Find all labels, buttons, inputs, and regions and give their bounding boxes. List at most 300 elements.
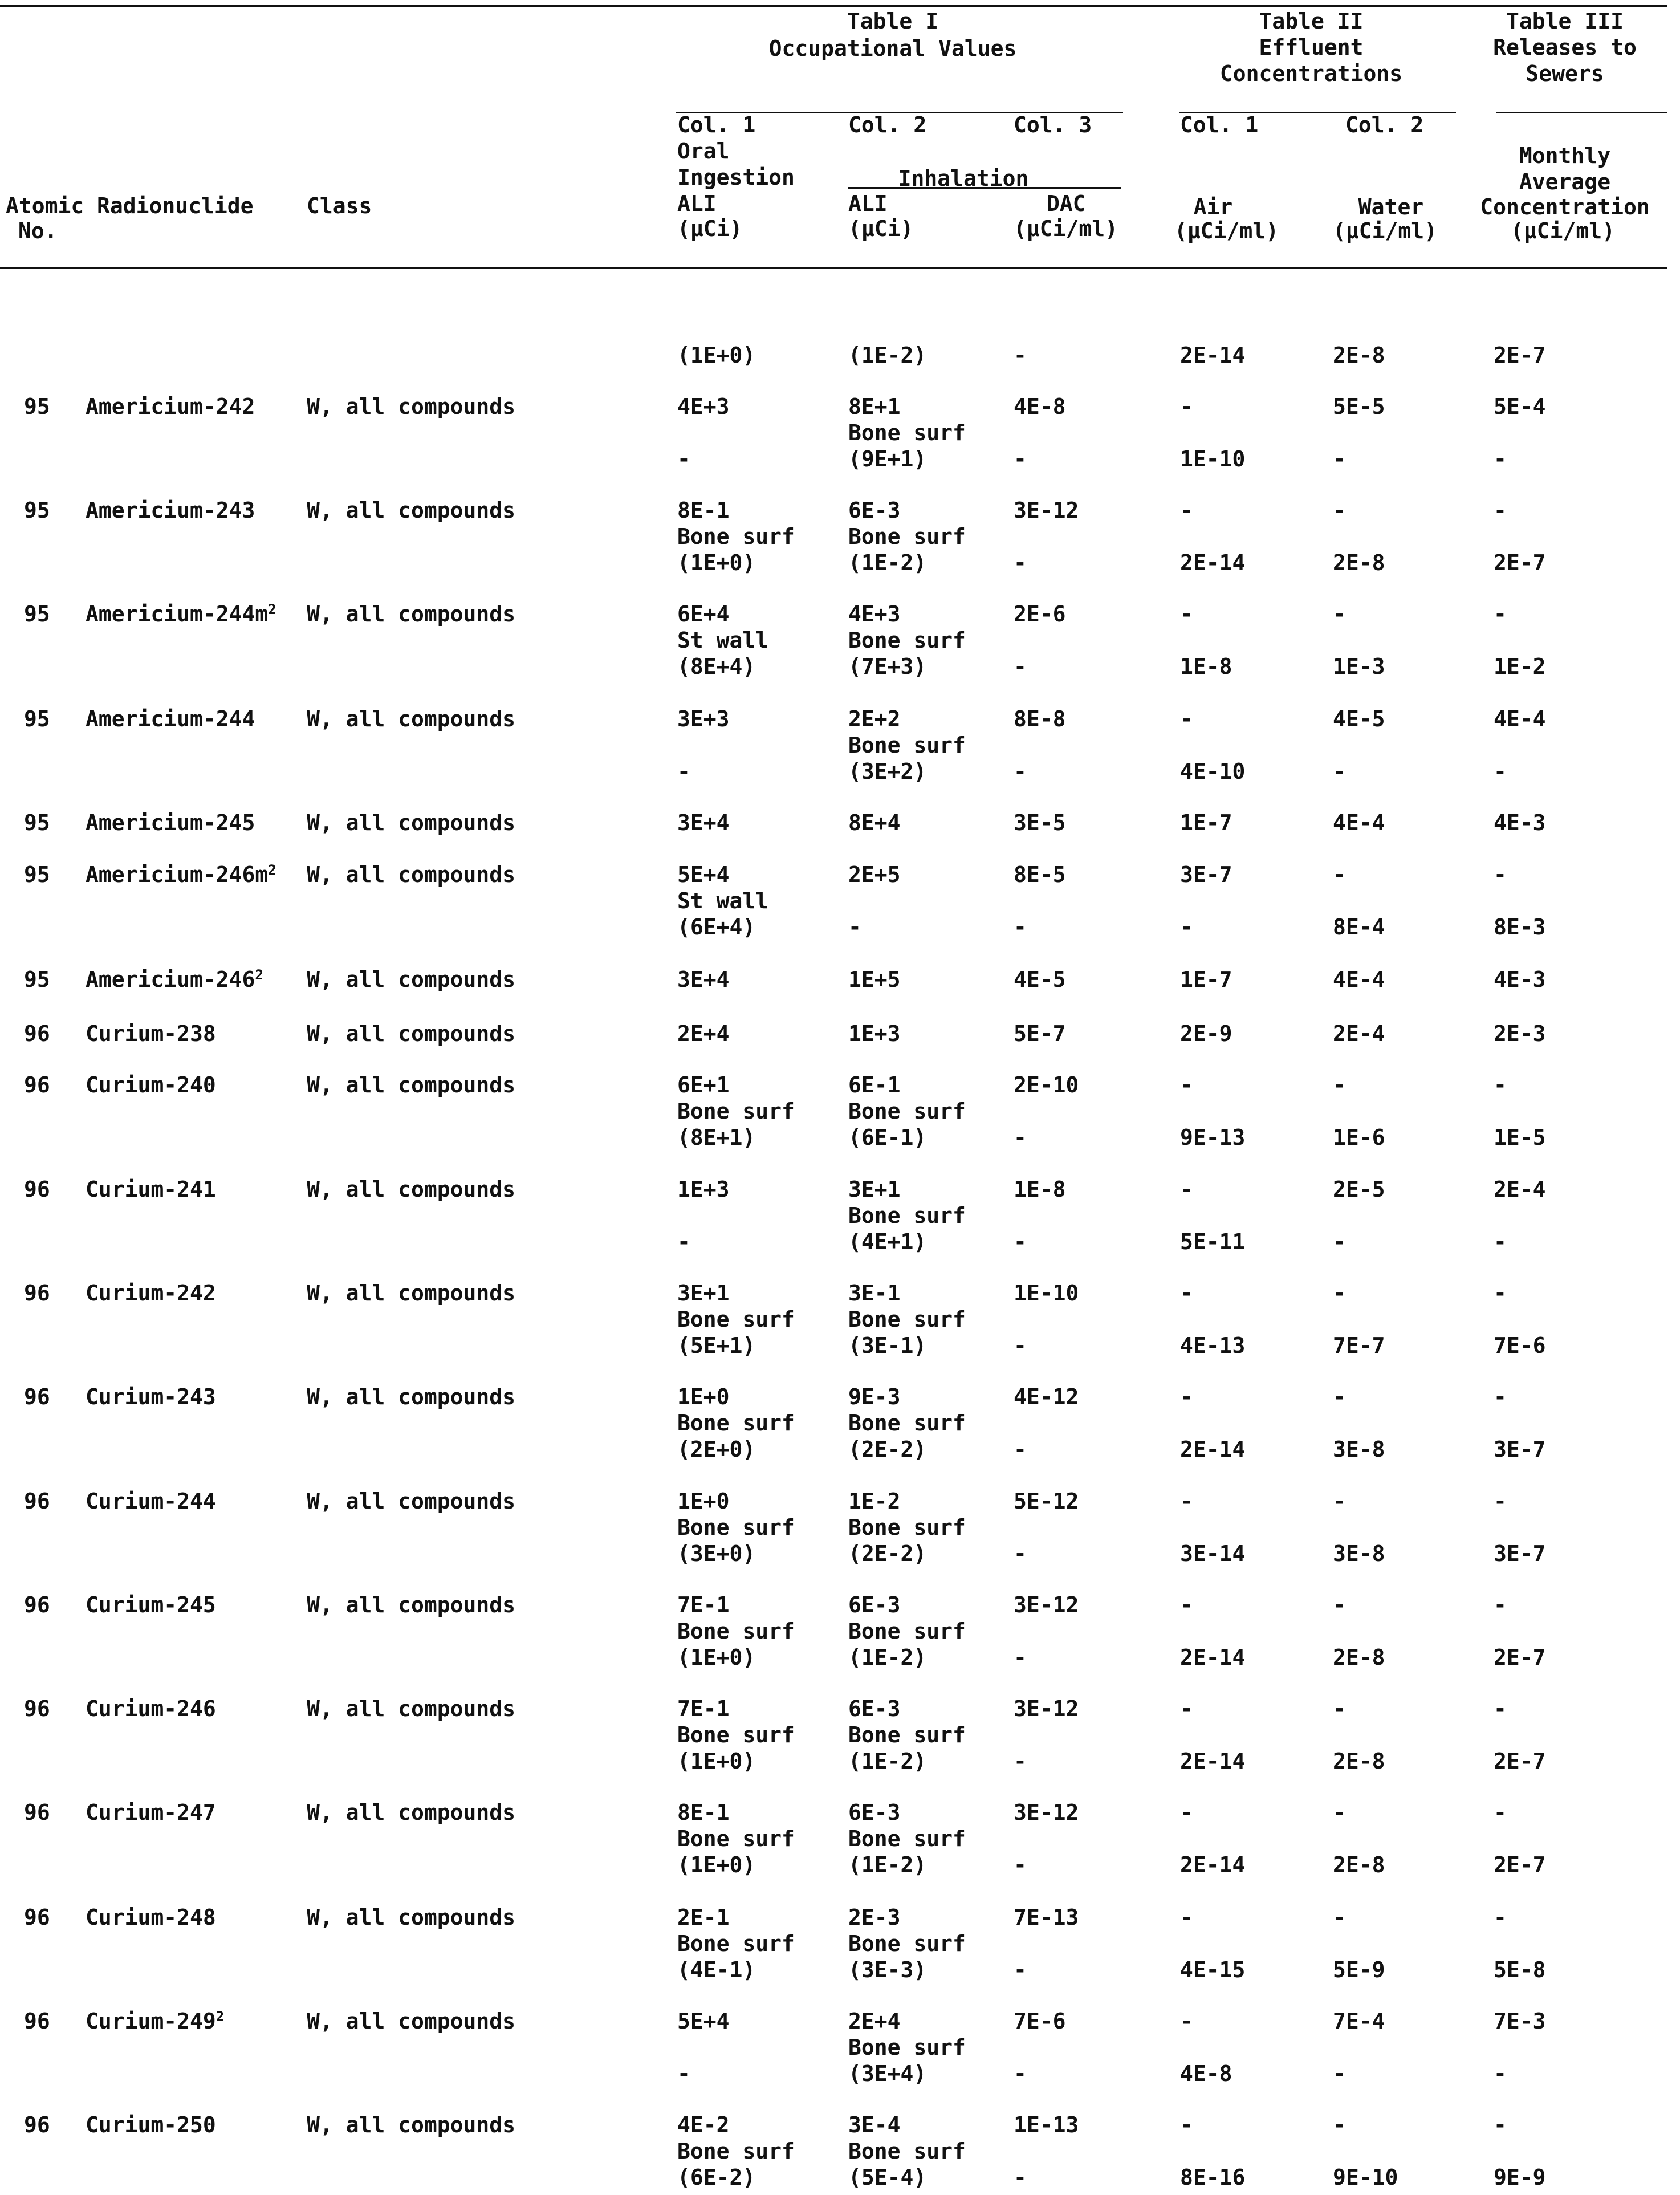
cell-inhal-ali: Bone surf [848, 1307, 966, 1332]
cell-inhal-ali: Bone surf [848, 1826, 966, 1851]
cell-inhal-ali: 2E-3 [848, 1905, 901, 1930]
atomic-number: 95 [24, 394, 50, 419]
cell-water: 7E-7 [1333, 1333, 1385, 1358]
footnote-marker: 2 [268, 862, 276, 878]
cell-water: 4E-4 [1333, 967, 1385, 992]
cell-inhal-ali: 1E+5 [848, 967, 901, 992]
cell-water: 3E-8 [1333, 1437, 1385, 1462]
class-value: W, all compounds [307, 1072, 516, 1098]
cell-oral-ali: 3E+1 [677, 1281, 730, 1306]
cell-air: 1E-7 [1180, 967, 1232, 992]
cell-oral-ali: - [677, 446, 690, 471]
cell-air: 2E-9 [1180, 1021, 1232, 1046]
cell-oral-ali: 6E+4 [677, 601, 730, 627]
cell-sewer: 2E-4 [1494, 1177, 1546, 1202]
t1-col3-unit: (µCi/ml) [1014, 216, 1118, 241]
cell-inhal-ali: Bone surf [848, 1411, 966, 1436]
cell-dac: 2E-10 [1014, 1072, 1079, 1098]
class-header: Class [307, 193, 372, 218]
atomic-number: 96 [24, 1489, 50, 1514]
radionuclide-name: Curium-246 [86, 1696, 216, 1721]
cell-oral-ali: 1E+0 [677, 1489, 730, 1514]
cell-oral-ali: 3E+4 [677, 967, 730, 992]
radionuclide-name: Americium-242 [86, 394, 255, 419]
cell-dac: 7E-6 [1014, 2009, 1066, 2034]
cell-dac: - [1014, 550, 1027, 575]
cell-inhal-ali: 4E+3 [848, 601, 901, 627]
cell-inhal-ali: 2E+4 [848, 2009, 901, 2034]
cell-inhal-ali: (3E-1) [848, 1333, 927, 1358]
radionuclide-header: Radionuclide [97, 193, 254, 218]
cell-inhal-ali: 8E+1 [848, 394, 901, 419]
cell-oral-ali: (1E+0) [677, 550, 756, 575]
atomic-number: 96 [24, 2112, 50, 2137]
cell-dac: - [1014, 1333, 1027, 1358]
footnote-marker: 2 [215, 2009, 225, 2025]
radionuclide-name: Curium-245 [86, 1592, 216, 1617]
cell-inhal-ali: 2E+2 [848, 706, 901, 731]
cell-oral-ali: - [677, 759, 690, 784]
cell-inhal-ali: (7E+3) [848, 654, 927, 679]
cell-air: 1E-8 [1180, 654, 1232, 679]
cell-oral-ali: (3E+0) [677, 1541, 756, 1566]
radionuclide-name: Americium-245 [86, 810, 255, 835]
cell-sewer: - [1494, 1592, 1507, 1617]
t1-col3-dac: DAC [1047, 191, 1086, 216]
cell-water: 4E-4 [1333, 810, 1385, 835]
atomic-number: 96 [24, 1800, 50, 1825]
radionuclide-name: Americium-$244m^2$ [86, 601, 276, 627]
cell-air: 1E-7 [1180, 810, 1232, 835]
cell-dac: 5E-7 [1014, 1021, 1066, 1046]
cell-water: 2E-8 [1333, 1749, 1385, 1774]
cell-oral-ali: 8E-1 [677, 498, 730, 523]
cell-sewer: - [1494, 1800, 1507, 1825]
cell-oral-ali: 4E-2 [677, 2112, 730, 2137]
cell-water: 5E-9 [1333, 1957, 1385, 1982]
cell-water: 4E-5 [1333, 706, 1385, 731]
cell-water: 2E-8 [1333, 550, 1385, 575]
cell-oral-ali: (1E+0) [677, 1645, 756, 1670]
atomic-number: 96 [24, 1696, 50, 1721]
cell-water: - [1333, 1072, 1346, 1098]
cell-inhal-ali: Bone surf [848, 1099, 966, 1124]
cell-sewer: 7E-6 [1494, 1333, 1546, 1358]
cell-inhal-ali: 8E+4 [848, 810, 901, 835]
class-value: W, all compounds [307, 1905, 516, 1930]
cell-dac: 5E-12 [1014, 1489, 1079, 1514]
cell-water: - [1333, 759, 1346, 784]
cell-oral-ali: Bone surf [677, 2139, 795, 2164]
cell-water: - [1333, 2112, 1346, 2137]
cell-water: - [1333, 601, 1346, 627]
table3-subtitle-1: Releases to [1493, 35, 1637, 60]
cell-dac: 2E-6 [1014, 601, 1066, 627]
class-value: W, all compounds [307, 706, 516, 731]
cell-water: - [1333, 498, 1346, 523]
cell-sewer: - [1494, 862, 1507, 887]
atomic-number: 96 [24, 1021, 50, 1046]
t1-col1-label: Col. 1 [677, 112, 756, 137]
cell-oral-ali: (6E-2) [677, 2165, 756, 2190]
cell-oral-ali: (8E+1) [677, 1125, 756, 1150]
cell-air: - [1180, 1489, 1193, 1514]
cell-dac: 4E-5 [1014, 967, 1066, 992]
cell-oral-ali: Bone surf [677, 1099, 795, 1124]
cell-inhal-ali: (1E-2) [848, 1852, 927, 1877]
inhalation-label: Inhalation [898, 166, 1029, 191]
cell-sewer: 2E-7 [1494, 1645, 1546, 1670]
class-value: W, all compounds [307, 862, 516, 887]
table3-rule [1496, 112, 1667, 113]
cell-dac: 8E-8 [1014, 706, 1066, 731]
cell-inhal-ali: 3E-4 [848, 2112, 901, 2137]
cell-dac: 3E-12 [1014, 1800, 1079, 1825]
t1-col3-label: Col. 3 [1014, 112, 1092, 137]
cell-air: - [1180, 498, 1193, 523]
cell-oral-ali: 1E+3 [677, 1177, 730, 1202]
cell-oral-ali: Bone surf [677, 1931, 795, 1956]
cell-air: - [1180, 601, 1193, 627]
cell-dac: 4E-12 [1014, 1384, 1079, 1409]
cell-inhal-ali: (3E+4) [848, 2061, 927, 2086]
cell-air: - [1180, 1072, 1193, 1098]
radionuclide-name: Americium-$246^2$ [86, 967, 263, 992]
cell-sewer: - [1494, 2061, 1507, 2086]
cell-air: - [1180, 1384, 1193, 1409]
cell-dac: - [1014, 2165, 1027, 2190]
atomic-number: 95 [24, 498, 50, 523]
cell-dac: - [1014, 1957, 1027, 1982]
table2-title: Table II [1259, 9, 1364, 34]
cell-sewer: 4E-3 [1494, 967, 1546, 992]
top-rule [0, 5, 1667, 7]
t1-col1-oral: Oral [677, 139, 730, 164]
radionuclide-name: Curium-238 [86, 1021, 216, 1046]
cell-inhal-ali: Bone surf [848, 2035, 966, 2060]
class-value: W, all compounds [307, 967, 516, 992]
cell-oral-ali: (1E+0) [677, 1852, 756, 1877]
radionuclide-name: Curium-241 [86, 1177, 216, 1202]
cell-oral-ali: Bone surf [677, 1619, 795, 1644]
cell-inhal-ali: (9E+1) [848, 446, 927, 471]
cell-air: - [1180, 2009, 1193, 2034]
t3-monthly: Monthly [1519, 143, 1611, 168]
cell-oral-ali: 3E+3 [677, 706, 730, 731]
cell-oral-ali: Bone surf [677, 1722, 795, 1747]
cell-water: 5E-5 [1333, 394, 1385, 419]
atomic-no-header: No. [18, 218, 58, 243]
cell-sewer: - [1494, 446, 1507, 471]
cell-sewer: - [1494, 1072, 1507, 1098]
cell-air: 1E-10 [1180, 446, 1246, 471]
cell-sewer: 3E-7 [1494, 1437, 1546, 1462]
cell-air: - [1180, 1281, 1193, 1306]
footnote-marker: 2 [268, 601, 276, 617]
atomic-number: 96 [24, 1177, 50, 1202]
cell-sewer: - [1494, 1696, 1507, 1721]
cell-sewer: 2E-7 [1494, 1749, 1546, 1774]
cell-inhal-ali: 6E-3 [848, 1696, 901, 1721]
cell-sewer: 1E-5 [1494, 1125, 1546, 1150]
class-value: W, all compounds [307, 1696, 516, 1721]
cell-oral-ali: Bone surf [677, 1411, 795, 1436]
cell-sewer: - [1494, 601, 1507, 627]
cell-air: - [1180, 1905, 1193, 1930]
atomic-number: 95 [24, 967, 50, 992]
cell-oral-ali: 5E+4 [677, 2009, 730, 2034]
radionuclide-name: Curium-244 [86, 1489, 216, 1514]
cell-air: 4E-15 [1180, 1957, 1246, 1982]
cell-water: - [1333, 1384, 1346, 1409]
atomic-number: 96 [24, 1384, 50, 1409]
cell-inhal-ali: (5E-4) [848, 2165, 927, 2190]
radionuclide-name: Americium-244 [86, 706, 255, 731]
cell-air: - [1180, 1177, 1193, 1202]
cell-inhal-ali: 3E+1 [848, 1177, 901, 1202]
cell-sewer: - [1494, 1281, 1507, 1306]
cell-inhal-ali: Bone surf [848, 524, 966, 549]
cell-air: - [1180, 2112, 1193, 2137]
radionuclide-name: Curium-248 [86, 1905, 216, 1930]
atomic-number: 95 [24, 706, 50, 731]
cell-oral-ali: 4E+3 [677, 394, 730, 419]
cell-sewer: 5E-8 [1494, 1957, 1546, 1982]
cell-sewer: 2E-3 [1494, 1021, 1546, 1046]
class-value: W, all compounds [307, 1800, 516, 1825]
cell-inhal-ali: Bone surf [848, 1931, 966, 1956]
cell-air: 2E-14 [1180, 1852, 1246, 1877]
cell-dac: - [1014, 2061, 1027, 2086]
footnote-marker: 2 [255, 967, 263, 983]
cell-inhal-ali: Bone surf [848, 420, 966, 445]
cell-oral-ali: (4E-1) [677, 1957, 756, 1982]
cell-inhal-ali: (3E-3) [848, 1957, 927, 1982]
radionuclide-name: Curium-243 [86, 1384, 216, 1409]
cell-sewer: - [1494, 1229, 1507, 1254]
cell-inhal-ali: (1E-2) [848, 550, 927, 575]
cell-air: 2E-14 [1180, 343, 1246, 368]
class-value: W, all compounds [307, 2112, 516, 2137]
cell-sewer: 1E-2 [1494, 654, 1546, 679]
t1-col1-ingestion: Ingestion [677, 165, 795, 190]
cell-inhal-ali: (3E+2) [848, 759, 927, 784]
cell-inhal-ali: 6E-1 [848, 1072, 901, 1098]
cell-dac: - [1014, 1229, 1027, 1254]
cell-oral-ali: 5E+4 [677, 862, 730, 887]
cell-water: 8E-4 [1333, 914, 1385, 940]
cell-air: 4E-8 [1180, 2061, 1232, 2086]
cell-inhal-ali: Bone surf [848, 1515, 966, 1540]
cell-dac: - [1014, 446, 1027, 471]
class-value: W, all compounds [307, 810, 516, 835]
cell-oral-ali: 2E+4 [677, 1021, 730, 1046]
t1-col1-unit: (µCi) [677, 216, 743, 241]
cell-oral-ali: St wall [677, 628, 769, 653]
cell-inhal-ali: 6E-3 [848, 1592, 901, 1617]
cell-oral-ali: (1E+0) [677, 1749, 756, 1774]
cell-oral-ali: Bone surf [677, 1826, 795, 1851]
atomic-header: Atomic [6, 193, 84, 218]
cell-water: - [1333, 1905, 1346, 1930]
cell-air: 2E-14 [1180, 1437, 1246, 1462]
cell-inhal-ali: (6E-1) [848, 1125, 927, 1150]
t2-col2-unit: (µCi/ml) [1333, 218, 1438, 243]
class-value: W, all compounds [307, 601, 516, 627]
cell-water: - [1333, 1592, 1346, 1617]
table2-subtitle-2: Concentrations [1219, 61, 1403, 86]
cell-dac: - [1014, 343, 1027, 368]
radionuclide-name: Curium-240 [86, 1072, 216, 1098]
cell-water: 7E-4 [1333, 2009, 1385, 2034]
cell-inhal-ali: 2E+5 [848, 862, 901, 887]
cell-sewer: 8E-3 [1494, 914, 1546, 940]
cell-oral-ali: 7E-1 [677, 1592, 730, 1617]
cell-air: 8E-16 [1180, 2165, 1246, 2190]
cell-inhal-ali: Bone surf [848, 2139, 966, 2164]
cell-inhal-ali: (1E-2) [848, 1645, 927, 1670]
cell-dac: - [1014, 1541, 1027, 1566]
cell-sewer: - [1494, 1905, 1507, 1930]
atomic-number: 96 [24, 1592, 50, 1617]
cell-water: 1E-3 [1333, 654, 1385, 679]
cell-water: 1E-6 [1333, 1125, 1385, 1150]
cell-water: 3E-8 [1333, 1541, 1385, 1566]
table1-title: Table I [847, 9, 939, 34]
class-value: W, all compounds [307, 1281, 516, 1306]
cell-water: - [1333, 1281, 1346, 1306]
cell-water: 2E-5 [1333, 1177, 1385, 1202]
class-value: W, all compounds [307, 2009, 516, 2034]
cell-oral-ali: - [677, 1229, 690, 1254]
radionuclide-name: Americium-243 [86, 498, 255, 523]
class-value: W, all compounds [307, 498, 516, 523]
t1-col2-unit: (µCi) [848, 216, 914, 241]
cell-air: - [1180, 1800, 1193, 1825]
cell-dac: 8E-5 [1014, 862, 1066, 887]
cell-inhal-ali: 1E+3 [848, 1021, 901, 1046]
radionuclide-name: Curium-$249^2$ [86, 2009, 225, 2034]
cell-air: - [1180, 1592, 1193, 1617]
cell-water: - [1333, 1800, 1346, 1825]
table3-subtitle-2: Sewers [1526, 61, 1604, 86]
t2-col1-label: Col. 1 [1180, 112, 1259, 137]
cell-oral-ali: Bone surf [677, 1307, 795, 1332]
cell-inhal-ali: (1E-2) [848, 1749, 927, 1774]
cell-inhal-ali: 1E-2 [848, 1489, 901, 1514]
table1-subtitle: Occupational Values [768, 36, 1017, 61]
cell-inhal-ali: Bone surf [848, 1203, 966, 1228]
cell-sewer: 4E-3 [1494, 810, 1546, 835]
cell-inhal-ali: Bone surf [848, 1722, 966, 1747]
atomic-number: 96 [24, 1281, 50, 1306]
cell-air: - [1180, 1696, 1193, 1721]
cell-water: - [1333, 1696, 1346, 1721]
cell-sewer: - [1494, 498, 1507, 523]
cell-water: - [1333, 446, 1346, 471]
atomic-number: 96 [24, 2009, 50, 2034]
table2-subtitle-1: Effluent [1259, 35, 1364, 60]
cell-oral-ali: 7E-1 [677, 1696, 730, 1721]
class-value: W, all compounds [307, 394, 516, 419]
cell-oral-ali: 6E+1 [677, 1072, 730, 1098]
cell-oral-ali: Bone surf [677, 524, 795, 549]
t3-concentration: Concentration [1480, 194, 1650, 220]
cell-sewer: 2E-7 [1494, 1852, 1546, 1877]
cell-water: 9E-10 [1333, 2165, 1398, 2190]
cell-water: - [1333, 862, 1346, 887]
cell-air: 5E-11 [1180, 1229, 1246, 1254]
cell-air: 2E-14 [1180, 1749, 1246, 1774]
cell-inhal-ali: Bone surf [848, 628, 966, 653]
cell-dac: - [1014, 759, 1027, 784]
class-value: W, all compounds [307, 1021, 516, 1046]
cell-dac: 7E-13 [1014, 1905, 1079, 1930]
cell-sewer: - [1494, 2112, 1507, 2137]
cell-oral-ali: Bone surf [677, 1515, 795, 1540]
header-bottom-rule [0, 267, 1667, 269]
cell-sewer: - [1494, 759, 1507, 784]
cell-dac: 1E-8 [1014, 1177, 1066, 1202]
cell-oral-ali: 3E+4 [677, 810, 730, 835]
class-value: W, all compounds [307, 1177, 516, 1202]
cell-inhal-ali: 9E-3 [848, 1384, 901, 1409]
cell-dac: - [1014, 654, 1027, 679]
cell-dac: 3E-5 [1014, 810, 1066, 835]
cell-air: - [1180, 914, 1193, 940]
cell-dac: - [1014, 1749, 1027, 1774]
cell-water: 2E-4 [1333, 1021, 1385, 1046]
cell-dac: 3E-12 [1014, 498, 1079, 523]
t2-col2-water: Water [1358, 194, 1424, 220]
cell-oral-ali: (2E+0) [677, 1437, 756, 1462]
cell-oral-ali: 1E+0 [677, 1384, 730, 1409]
cell-air: 4E-10 [1180, 759, 1246, 784]
cell-sewer: 9E-9 [1494, 2165, 1546, 2190]
cell-dac: 4E-8 [1014, 394, 1066, 419]
t2-col1-air: Air [1193, 194, 1233, 220]
cell-sewer: 3E-7 [1494, 1541, 1546, 1566]
cell-sewer: - [1494, 1384, 1507, 1409]
cell-dac: - [1014, 1852, 1027, 1877]
radionuclide-name: Curium-247 [86, 1800, 216, 1825]
cell-dac: - [1014, 1437, 1027, 1462]
cell-water: - [1333, 2061, 1346, 2086]
cell-water: 2E-8 [1333, 343, 1385, 368]
cell-oral-ali: 2E-1 [677, 1905, 730, 1930]
t1-col2-label: Col. 2 [848, 112, 927, 137]
cell-sewer: 5E-4 [1494, 394, 1546, 419]
class-value: W, all compounds [307, 1489, 516, 1514]
cell-sewer: 4E-4 [1494, 706, 1546, 731]
cell-sewer: 2E-7 [1494, 343, 1546, 368]
cell-oral-ali: (8E+4) [677, 654, 756, 679]
cell-air: 3E-14 [1180, 1541, 1246, 1566]
class-value: W, all compounds [307, 1592, 516, 1617]
cell-dac: 1E-13 [1014, 2112, 1079, 2137]
atomic-number: 95 [24, 862, 50, 887]
cell-inhal-ali: (2E-2) [848, 1437, 927, 1462]
t1-col2-ali: ALI [848, 191, 888, 216]
atomic-number: 96 [24, 1072, 50, 1098]
cell-water: 2E-8 [1333, 1645, 1385, 1670]
cell-air: - [1180, 706, 1193, 731]
cell-inhal-ali: 3E-1 [848, 1281, 901, 1306]
cell-dac: 3E-12 [1014, 1592, 1079, 1617]
class-value: W, all compounds [307, 1384, 516, 1409]
radionuclide-name: Americium-$246m^2$ [86, 862, 276, 887]
cell-inhal-ali: 6E-3 [848, 498, 901, 523]
